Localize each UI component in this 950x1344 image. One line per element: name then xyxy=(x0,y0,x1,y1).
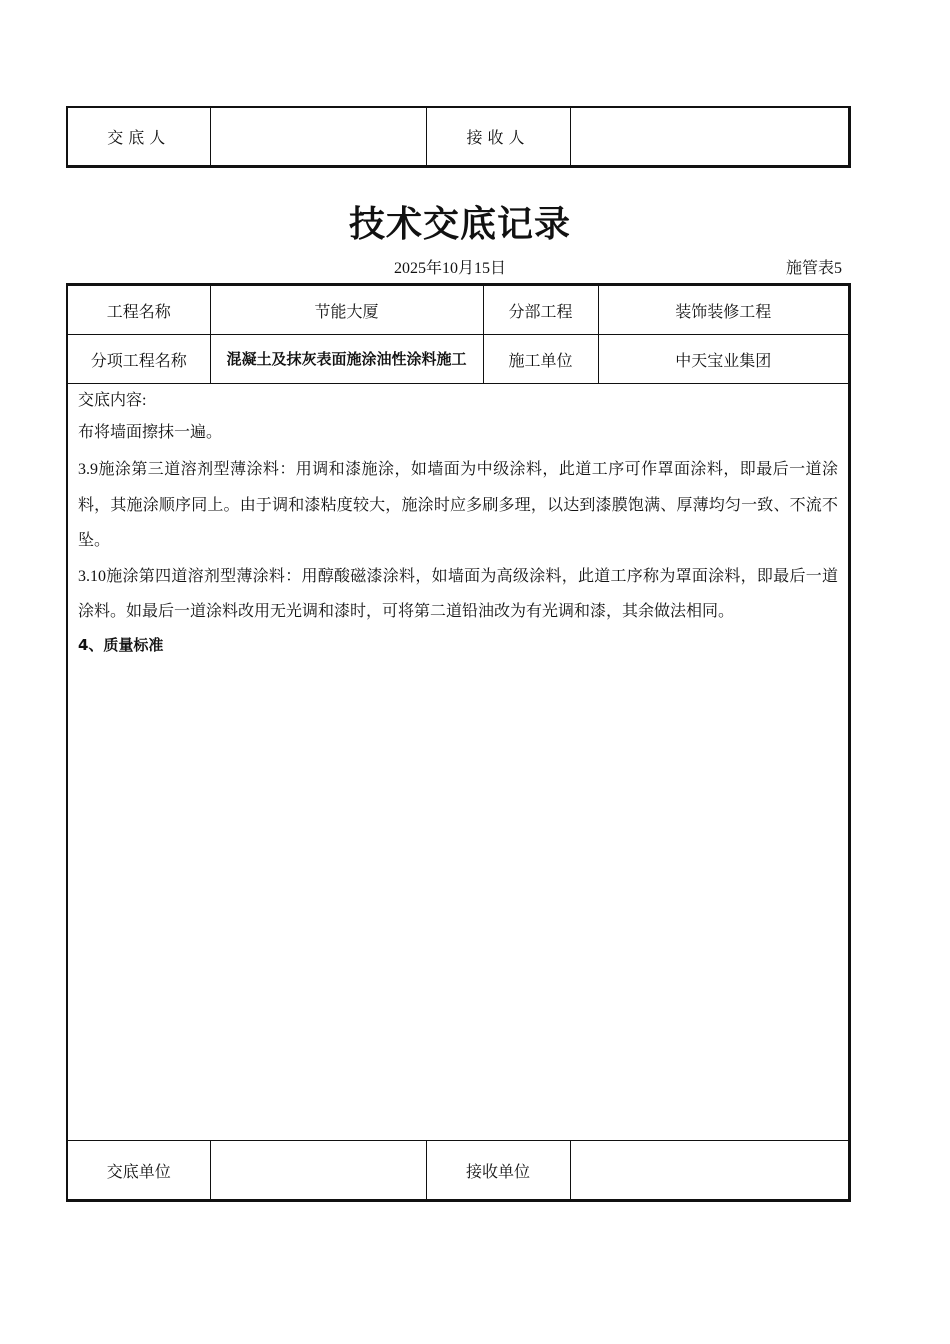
content-label: 交底内容: xyxy=(78,392,147,409)
section-heading: 4、质量标准 xyxy=(78,635,164,654)
content-body xyxy=(68,452,848,660)
project-name-label: 工程名称 xyxy=(67,285,210,335)
handover-person-label: 交底人 xyxy=(67,107,210,167)
contractor-label: 施工单位 xyxy=(483,335,598,384)
content-line: 布将墙面擦抹一遍。 xyxy=(78,424,223,441)
subitem-value: 混凝土及抹灰表面施涂油性涂料施工 xyxy=(210,335,483,384)
handover-content-area xyxy=(66,382,851,1140)
unit-signature-table xyxy=(66,1140,851,1202)
subitem-label: 分项工程名称 xyxy=(67,335,210,384)
contractor-value: 中天宝业集团 xyxy=(598,335,850,384)
handover-person-field[interactable] xyxy=(210,107,426,167)
content-paragraph: 3.9施涂第三道溶剂型薄涂料：用调和漆施涂，如墙面为中级涂料，此道工序可作罩面涂料，即最后一道涂料，其施涂顺序同上。由于调和漆粘度较大，施涂时应多刷多理，以达到漆膜饱满、厚薄均匀一致、不流不坠。 xyxy=(78,461,838,549)
receiver-person-label: 接收人 xyxy=(426,107,570,167)
receiver-person-field[interactable] xyxy=(570,107,850,167)
handover-unit-label: 交底单位 xyxy=(67,1141,210,1201)
project-name-value: 节能大厦 xyxy=(210,285,483,335)
receiver-unit-label: 接收单位 xyxy=(426,1141,570,1201)
division-value: 装饰装修工程 xyxy=(598,285,850,335)
receiver-unit-field[interactable] xyxy=(570,1141,850,1201)
document-date: 2025年10月15日 xyxy=(394,260,507,277)
form-number: 施管表5 xyxy=(785,260,842,277)
handover-signature-table xyxy=(66,106,851,168)
project-info-table xyxy=(66,283,851,384)
page-title: 技术交底记录 xyxy=(348,204,571,245)
content-paragraph: 3.10施涂第四道溶剂型薄涂料：用醇酸磁漆涂料，如墙面为高级涂料，此道工序称为罩面涂料，即最后一道涂料。如最后一道涂料改用无光调和漆时，可将第二道铅油改为有光调和漆，其余做法相同。 xyxy=(78,567,838,620)
handover-unit-field[interactable] xyxy=(210,1141,426,1201)
division-label: 分部工程 xyxy=(483,285,598,335)
